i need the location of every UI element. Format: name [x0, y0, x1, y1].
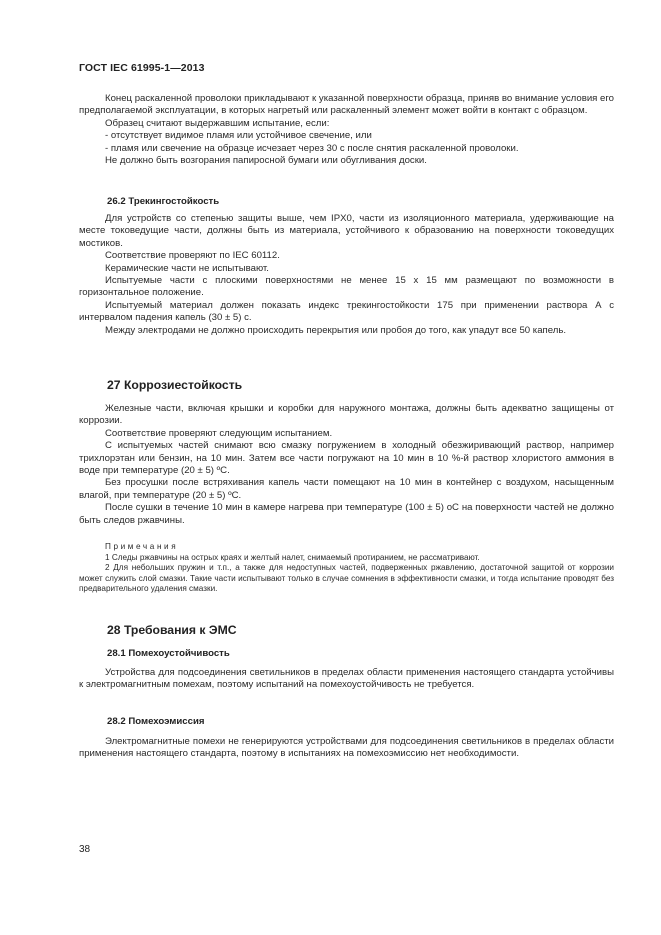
paragraph: Для устройств со степенью защиты выше, чем IPX0, части из изоляционного материала, удерживающие на месте токоведущие части, должны быть из материала, устойчивого к образованию на поверхности токоведущих мостиков.: [79, 213, 614, 249]
section-heading-26-2: 26.2 Трекингостойкость: [107, 196, 220, 207]
paragraph: Без просушки после встряхивания капель части помещают на 10 мин в контейнер с воздухом, насыщенным влагой, при температуре (20 ± 5) ºС.: [79, 477, 614, 501]
notes-block: [79, 542, 614, 595]
paragraph: Не должно быть возгорания папиросной бумаги или обугливания доски.: [105, 155, 427, 167]
section-heading-27: 27 Коррозиестойкость: [107, 378, 243, 392]
section-28-1-body: [79, 667, 614, 692]
section-heading-28-1: 28.1 Помехоустойчивость: [107, 648, 230, 659]
standard-code-header: ГОСТ IEC 61995-1—2013: [79, 62, 205, 74]
notes-label: Примечания: [105, 542, 179, 551]
paragraph: С испытуемых частей снимают всю смазку погружением в холодный обезжиривающий раствор, например трихлорэтан или бензин, на 10 мин. Затем все части погружают на 10 мин в 10 %-й раствор хлористого аммония в воде при температуре (20 ± 5) ºС.: [79, 440, 614, 477]
paragraph: Электромагнитные помехи не генерируются устройствами для подсоединения светильников в пределах области применения настоящего стандарта, поэтому в испытаниях на помехоэмиссию нет необходимости.: [79, 736, 614, 760]
note-item: 1 Следы ржавчины на острых краях и желтый налет, снимаемый протиранием, не рассматривают.: [105, 552, 480, 562]
paragraph: Образец считают выдержавшим испытание, если:: [105, 117, 330, 129]
paragraph: Соответствие проверяют следующим испытанием.: [105, 427, 333, 439]
paragraph: - пламя или свечение на образце исчезает через 30 с после снятия раскаленной проволоки.: [105, 142, 519, 154]
section-heading-28: 28 Требования к ЭМС: [107, 623, 237, 637]
paragraph: После сушки в течение 10 мин в камере нагрева при температуре (100 ± 5) оС на поверхности частей не должно быть следов ржавчины.: [79, 502, 614, 526]
section-28-2-body: [79, 736, 614, 761]
section-heading-28-2: 28.2 Помехоэмиссия: [107, 716, 205, 727]
paragraph: Керамические части не испытывают.: [105, 262, 269, 274]
paragraph: Конец раскаленной проволоки прикладывают к указанной поверхности образца, приняв во внимание условия его предполагаемой эксплуатации, в которых нагретый или раскаленный элемент может войти в контакт с образцом.: [79, 93, 615, 117]
intro-block: [79, 93, 614, 167]
page-number: 38: [79, 844, 91, 855]
paragraph: Между электродами не должно происходить перекрытия или пробоя до того, как упадут все 50 капель.: [105, 324, 567, 336]
paragraph: Устройства для подсоединения светильников в пределах области применения настоящего стандарта устойчивы к электромагнитным помехам, поэтому испытаний на помехоустойчивость не требуется.: [79, 667, 614, 691]
paragraph: Испытуемые части с плоскими поверхностями не менее 15 х 15 мм размещают по возможности в горизонтальное положение.: [79, 275, 614, 299]
paragraph: Железные части, включая крышки и коробки для наружного монтажа, должны быть адекватно защищены от коррозии.: [79, 403, 614, 427]
section-26-2-body: [79, 213, 614, 337]
paragraph: Испытуемый материал должен показать индекс трекингостойкости 175 при применении раствора А с интервалом падения капель (30 ± 5) с.: [79, 299, 614, 324]
paragraph: Соответствие проверяют по IEC 60112.: [105, 250, 280, 262]
section-27-body: [79, 403, 614, 527]
paragraph: - отсутствует видимое пламя или устойчивое свечение, или: [105, 130, 372, 142]
note-item: 2 Для небольших пружин и т.п., а также для недоступных частей, подверженных ржавлению, достаточной защитой от коррозии может служить слой смазки. Такие части испытывают только в случае сомнения в эффективности смазки, и тогда испытание проводят без предварительного удаления смазки.: [79, 563, 614, 594]
